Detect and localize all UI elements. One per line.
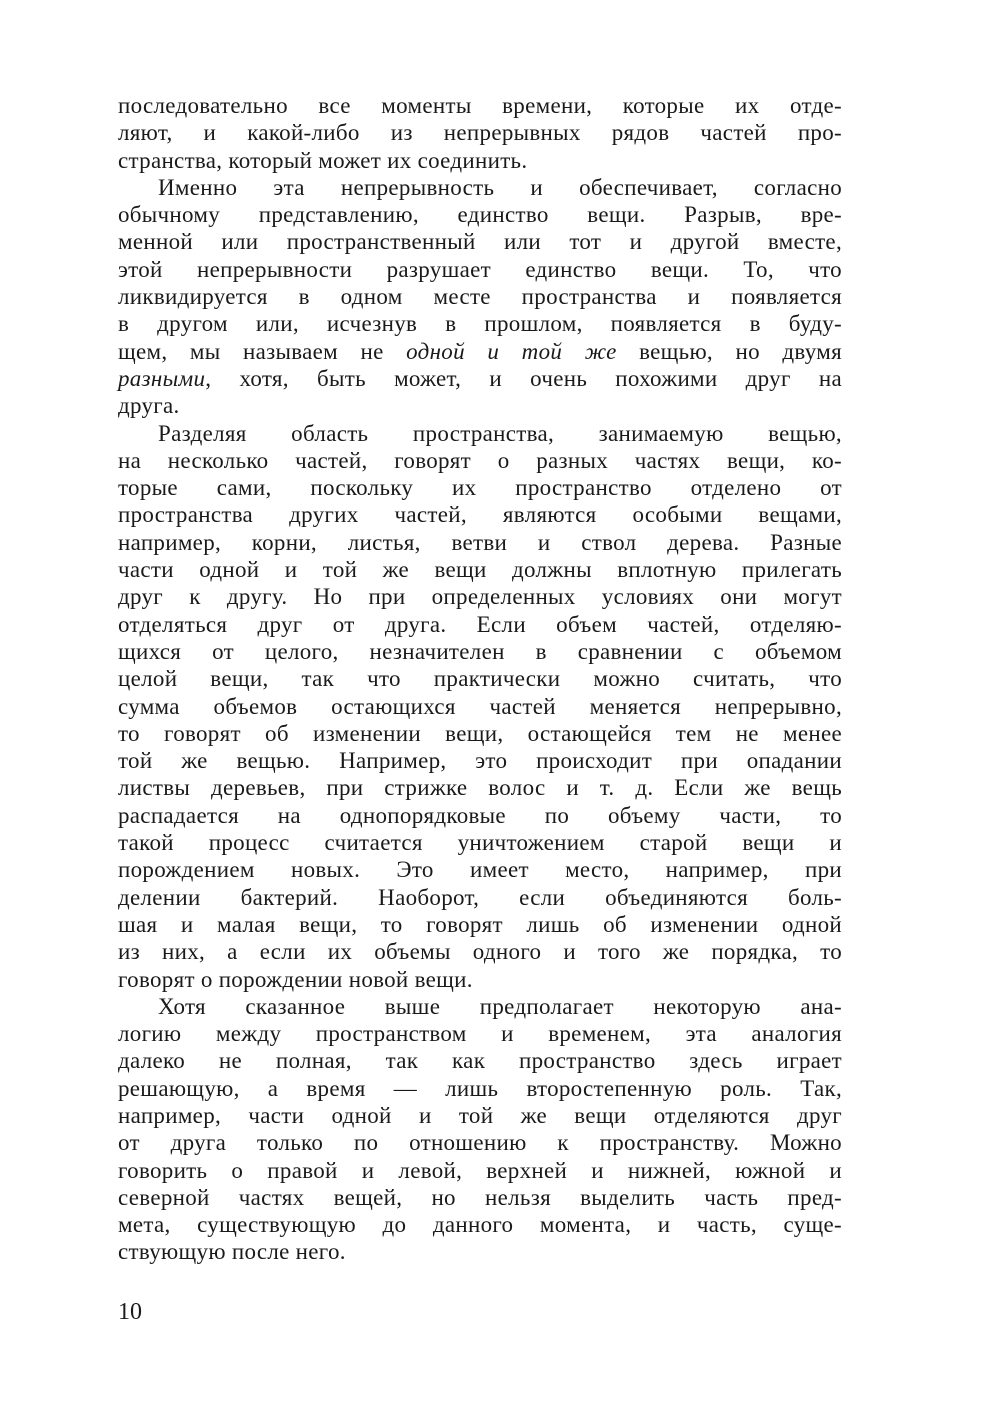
text-line: далеко не полная, так как пространство здесь играет: [118, 1048, 842, 1074]
text-line: то говорят об изменении вещи, остающейся тем не менее: [118, 720, 842, 746]
italic-text: одной и той же: [406, 338, 617, 364]
text-line: делении бактерий. Наоборот, если объединяются боль-: [118, 884, 842, 910]
text-segment: , хотя, быть может, и очень похожими друг на: [205, 365, 842, 391]
text-line: щихся от целого, незначителен в сравнении с объемом: [118, 638, 842, 664]
text-line: последовательно все моменты времени, которые их отде-: [118, 93, 842, 118]
text-line: Разделяя область пространства, занимаемую вещью,: [158, 420, 842, 446]
text-line: Хотя сказанное выше предполагает некоторую ана-: [158, 993, 842, 1019]
text-line: северной частях вещей, но нельзя выделить часть пред-: [118, 1184, 842, 1210]
text-line: друга.: [118, 393, 180, 419]
paragraph-4: [118, 993, 842, 1266]
page-body: [118, 92, 842, 1266]
text-line: ляют, и какой-либо из непрерывных рядов частей про-: [118, 120, 842, 146]
text-line: той же вещью. Например, это происходит при опадании: [118, 748, 842, 774]
text-line: такой процесс считается уничтожением старой вещи и: [118, 830, 842, 856]
text-line: например, корни, листья, ветви и ствол дерева. Разные: [118, 529, 842, 555]
text-line: листвы деревьев, при стрижке волос и т. д. Если же вещь: [118, 775, 842, 801]
italic-text: разными: [118, 365, 206, 391]
text-segment: вещью, но двумя: [616, 338, 842, 364]
text-line: от друга только по отношению к пространству. Можно: [118, 1130, 842, 1156]
text-line: например, части одной и той же вещи отделяются друг: [118, 1102, 842, 1128]
paragraph-3: [118, 420, 842, 993]
text-line: в другом или, исчезнув в прошлом, появляется в буду-: [118, 311, 842, 337]
text-line: логию между пространством и временем, эта аналогия: [118, 1021, 842, 1047]
text-line: отделяться друг от друга. Если объем частей, отделяю-: [118, 611, 842, 637]
text-line: обычному представлению, единство вещи. Разрыв, вре-: [118, 202, 842, 228]
text-line: пространства других частей, являются особыми вещами,: [118, 502, 842, 528]
paragraph-1: [118, 92, 842, 174]
page-number: 10: [118, 1299, 142, 1325]
text-line: распадается на однопорядковые по объему части, то: [118, 802, 842, 828]
text-line: друг к другу. Но при определенных условиях они могут: [118, 584, 842, 610]
text-line: странства, который может их соединить.: [118, 147, 528, 173]
text-line: торые сами, поскольку их пространство отделено от: [118, 475, 842, 501]
text-line: говорить о правой и левой, верхней и нижней, южной и: [118, 1157, 842, 1183]
text-line: менной или пространственный или тот и другой вместе,: [118, 229, 842, 255]
text-line: шая и малая вещи, то говорят лишь об изменении одной: [118, 911, 842, 937]
text-line: говорят о порождении новой вещи.: [118, 966, 473, 992]
text-line: этой непрерывности разрушает единство вещи. То, что: [118, 256, 842, 282]
text-line: ствующую после него.: [118, 1239, 346, 1265]
text-line: решающую, а время — лишь второстепенную роль. Так,: [118, 1075, 842, 1101]
text-line: сумма объемов остающихся частей меняется непрерывно,: [118, 693, 842, 719]
paragraph-2: [118, 174, 842, 420]
text-line: порождением новых. Это имеет место, например, при: [118, 857, 842, 883]
text-segment: щем, мы называем не: [118, 338, 407, 364]
text-line: на несколько частей, говорят о разных частях вещи, ко-: [118, 447, 842, 473]
text-line: мета, существующую до данного момента, и часть, суще-: [118, 1212, 842, 1238]
text-line: [118, 365, 842, 392]
text-line: части одной и той же вещи должны вплотную прилегать: [118, 557, 842, 583]
text-line: Именно эта непрерывность и обеспечивает, согласно: [158, 174, 842, 200]
text-line: [118, 338, 842, 365]
text-line: из них, а если их объемы одного и того же порядка, то: [118, 939, 842, 965]
text-line: ликвидируется в одном месте пространства и появляется: [118, 284, 842, 310]
text-line: целой вещи, так что практически можно считать, что: [118, 666, 842, 692]
